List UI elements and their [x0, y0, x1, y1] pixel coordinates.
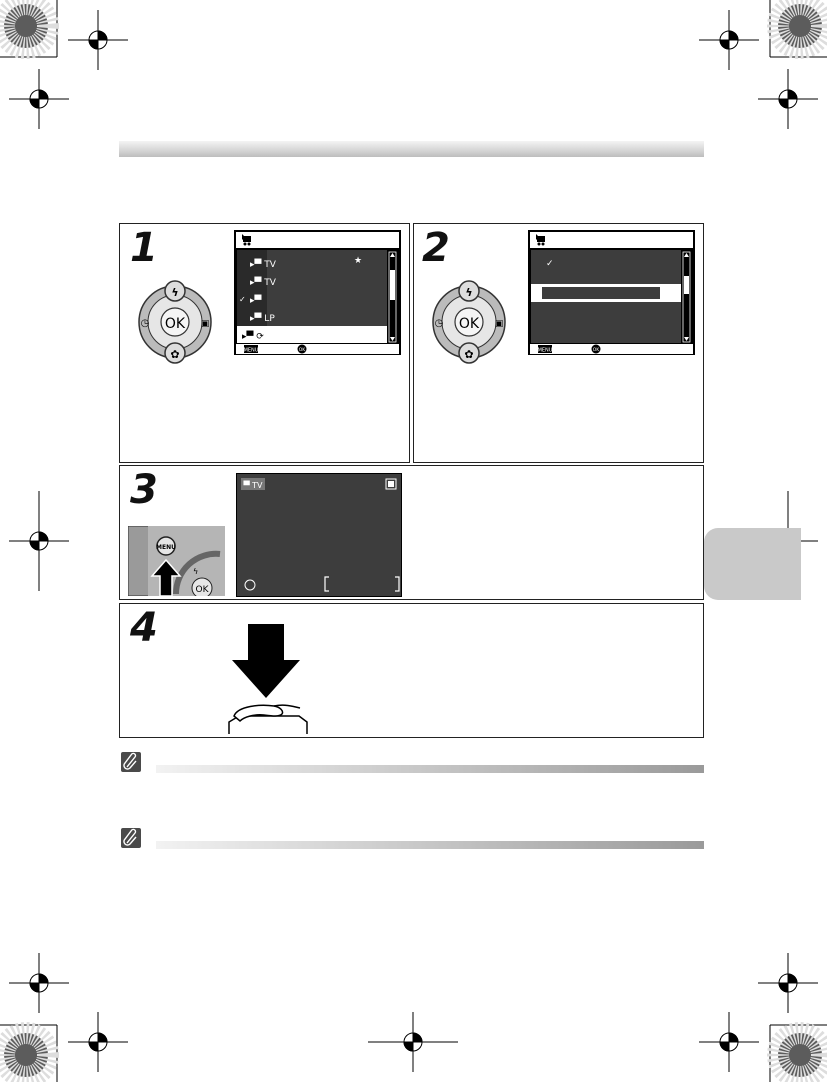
step-number: 4: [130, 605, 158, 651]
section-header-bar: [119, 141, 704, 157]
step-1-box: [119, 223, 410, 463]
svg-text:OK: OK: [164, 316, 186, 332]
step-2-box: [413, 223, 704, 463]
svg-text:ϟ: ϟ: [193, 567, 199, 576]
svg-text:✓: ✓: [239, 295, 246, 304]
step-number: 1: [130, 225, 158, 271]
movie-options-menu: [234, 230, 401, 355]
shooting-mode-screen: [236, 473, 402, 597]
svg-text:▸▀ LP: ▸▀ LP: [250, 314, 275, 324]
svg-text:▣: ▣: [494, 319, 504, 329]
svg-text:MENU: MENU: [537, 347, 553, 354]
svg-text:▸▀ TV: ▸▀ TV: [250, 278, 276, 288]
svg-text:ϟ: ϟ: [171, 286, 179, 299]
svg-text:MENU: MENU: [156, 544, 176, 551]
svg-text:◷: ◷: [434, 318, 444, 329]
movie-submenu: [528, 230, 695, 355]
step-4-box: [119, 603, 704, 738]
step-number: 3: [130, 467, 158, 513]
shutter-press-illustration: [224, 624, 310, 736]
paperclip-note-icon: [121, 828, 141, 848]
svg-text:▣: ▣: [200, 319, 210, 329]
note-heading-bar: [156, 841, 704, 849]
camera-menu-screen: [234, 230, 401, 355]
svg-text:✓: ✓: [546, 259, 554, 269]
svg-text:OK: OK: [195, 585, 209, 595]
note-heading-bar: [156, 765, 704, 773]
svg-text:ϟ: ϟ: [465, 286, 473, 299]
svg-text:OK: OK: [298, 348, 306, 353]
paperclip-note-icon: [121, 752, 141, 772]
svg-text:MENU: MENU: [243, 347, 259, 354]
svg-text:▸▀: ▸▀: [250, 296, 262, 306]
svg-text:◷: ◷: [140, 318, 150, 329]
camera-menu-screen: [528, 230, 695, 355]
svg-text:★: ★: [354, 256, 363, 266]
svg-text:OK: OK: [458, 316, 480, 332]
step-number: 2: [422, 225, 450, 271]
section-side-tab: [704, 528, 801, 600]
step-3-box: [119, 465, 704, 600]
camera-menu-button-illustration: [128, 526, 225, 596]
svg-text:✿: ✿: [170, 348, 180, 361]
svg-text:✿: ✿: [464, 348, 474, 361]
multi-selector-pad: [425, 277, 513, 367]
svg-text:OK: OK: [592, 348, 600, 353]
svg-text:▀ TV: ▀ TV: [243, 481, 263, 490]
multi-selector-pad: [131, 277, 219, 367]
svg-text:▸▀ TV: ▸▀ TV: [250, 260, 276, 270]
svg-text:▸▀ ⟳: ▸▀ ⟳: [242, 332, 264, 342]
